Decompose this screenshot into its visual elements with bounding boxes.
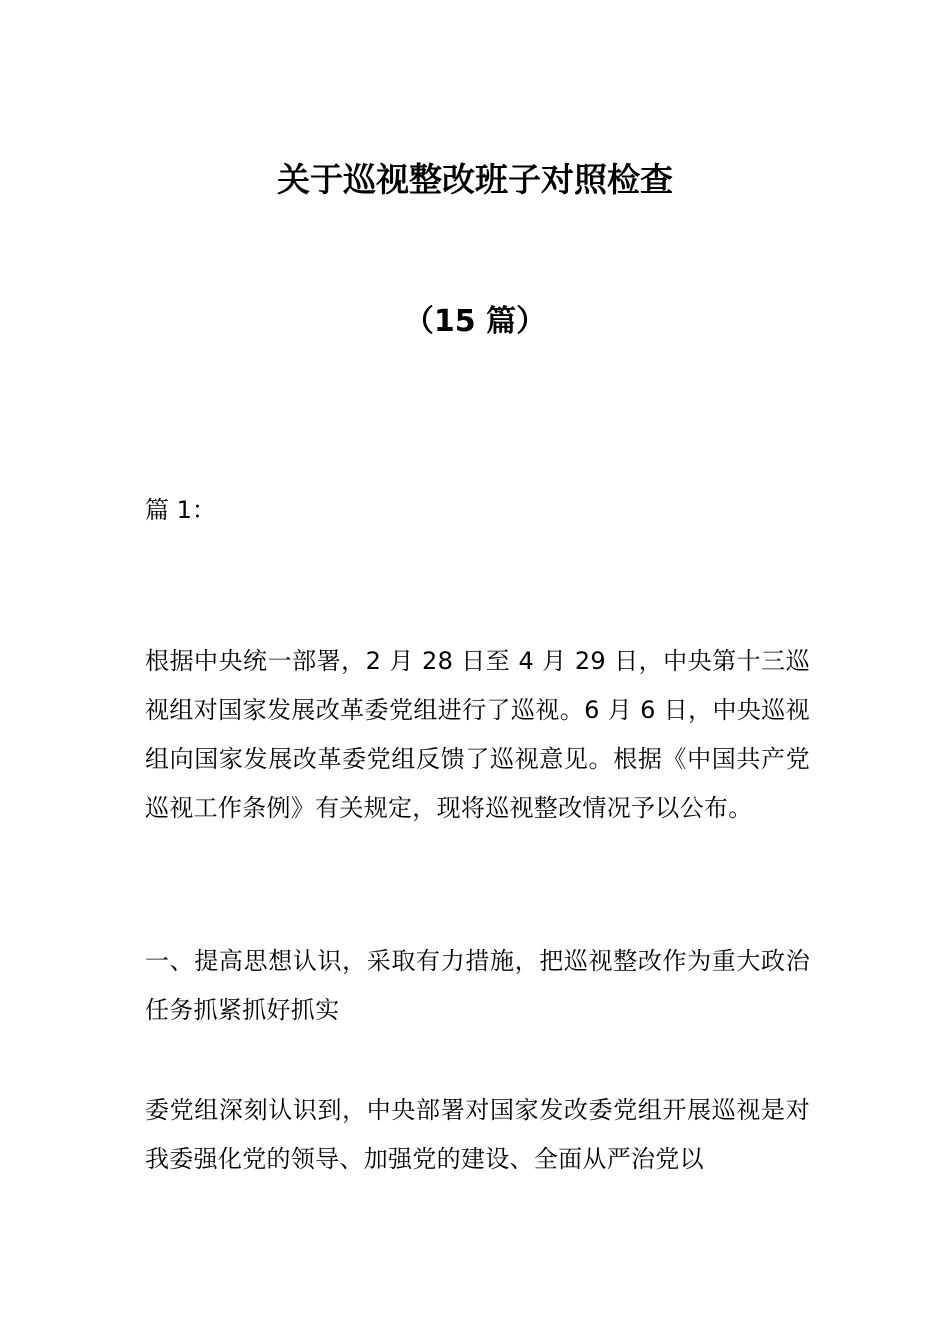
document-subtitle: （15 篇） [403,304,547,339]
document-title: 关于巡视整改班子对照检查 [277,160,673,199]
paragraph-heading-one: 一、提高思想认识，采取有力措施，把巡视整改作为重大政治任务抓紧抓好抓实 [145,947,810,1024]
section-label: 篇 1： [145,496,216,524]
paragraph-intro: 根据中央统一部署，2 月 28 日至 4 月 29 日，中央第十三巡视组对国家发展改革委党组进行了巡视。6 月 6 日，中央巡视组向国家发展改革委党组反馈了巡视意见。根据《中国共产党巡视工作条例》有关规定，现将巡视整改情况予以公布。 [145,647,810,822]
paragraph-body: 委党组深刻认识到，中央部署对国家发改委党组开展巡视是对我委强化党的领导、加强党的建设、全面从严治党以 [145,1096,810,1173]
